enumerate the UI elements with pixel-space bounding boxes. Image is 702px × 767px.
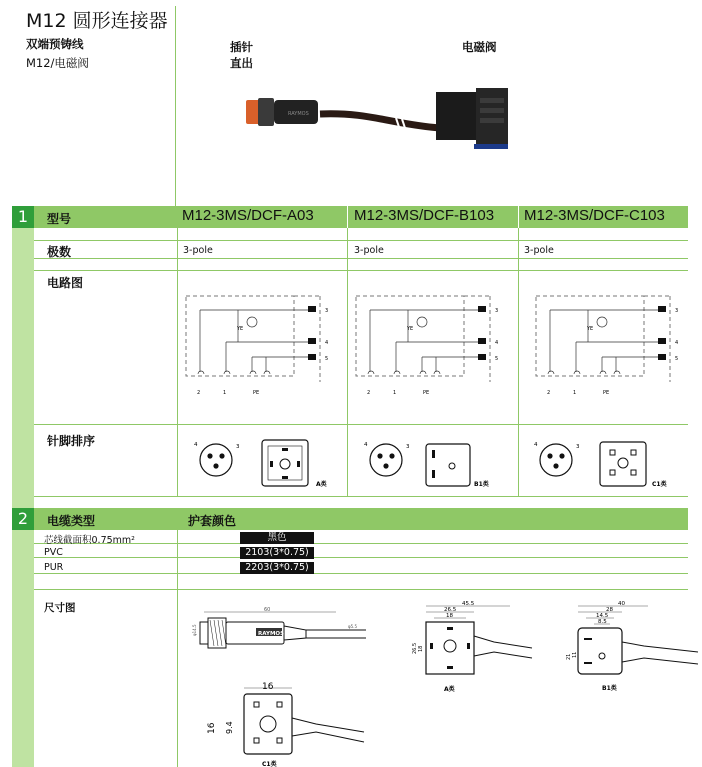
svg-text:26.5: 26.5 bbox=[412, 642, 418, 654]
row-label-pur: PUR bbox=[44, 562, 64, 573]
pur-code: 2203(3*0.75) bbox=[240, 562, 314, 574]
svg-text:PE: PE bbox=[603, 390, 610, 396]
product-photo bbox=[240, 88, 520, 160]
pinout-b bbox=[360, 436, 510, 494]
svg-text:16: 16 bbox=[207, 722, 217, 734]
svg-text:C1类: C1类 bbox=[262, 761, 277, 767]
row-label-pvc: PVC bbox=[44, 547, 63, 558]
section-number-1: 1 bbox=[12, 206, 34, 228]
plug-label-2: 直出 bbox=[230, 56, 253, 70]
circuit-diagram-b bbox=[352, 290, 502, 402]
svg-text:4: 4 bbox=[364, 442, 368, 448]
svg-text:3: 3 bbox=[576, 444, 580, 450]
svg-text:5: 5 bbox=[325, 356, 329, 362]
svg-text:4: 4 bbox=[534, 442, 538, 448]
svg-text:28: 28 bbox=[606, 607, 613, 613]
svg-text:φ5.5: φ5.5 bbox=[348, 624, 357, 629]
svg-text:YE: YE bbox=[587, 326, 594, 332]
svg-text:26.5: 26.5 bbox=[444, 607, 457, 613]
svg-text:PE: PE bbox=[253, 390, 260, 396]
svg-text:YE: YE bbox=[407, 326, 414, 332]
svg-text:3: 3 bbox=[325, 308, 329, 314]
model-c: M12-3MS/DCF-C103 bbox=[524, 207, 665, 224]
poles-a: 3-pole bbox=[183, 245, 213, 256]
section-number-2: 2 bbox=[12, 508, 34, 530]
model-a: M12-3MS/DCF-A03 bbox=[182, 207, 314, 224]
svg-text:φ14.5: φ14.5 bbox=[192, 624, 197, 636]
circuit-diagram-a bbox=[182, 290, 332, 402]
m12-coupling-nut bbox=[246, 100, 260, 124]
label-dimensions: 尺寸图 bbox=[44, 602, 76, 614]
section1-side-strip bbox=[12, 228, 34, 508]
pinout-b-type: B1类 bbox=[474, 481, 489, 488]
a-type-drawing bbox=[404, 600, 534, 696]
label-jacket-color: 护套颜色 bbox=[188, 514, 237, 528]
svg-text:3: 3 bbox=[495, 308, 499, 314]
svg-text:16: 16 bbox=[262, 682, 274, 692]
poles-c: 3-pole bbox=[524, 245, 554, 256]
pvc-code: 2103(3*0.75) bbox=[240, 547, 314, 559]
svg-text:8.5: 8.5 bbox=[598, 619, 607, 625]
svg-text:1: 1 bbox=[223, 390, 227, 396]
plug-label-1: 插针 bbox=[230, 40, 253, 54]
subtitle-m12-valve: M12/电磁阀 bbox=[26, 56, 89, 70]
svg-text:4: 4 bbox=[495, 340, 499, 346]
svg-text:9.4: 9.4 bbox=[225, 721, 234, 734]
svg-text:40: 40 bbox=[618, 601, 625, 607]
label-cable-type: 电缆类型 bbox=[47, 514, 96, 528]
svg-text:2: 2 bbox=[197, 390, 201, 396]
valve-connector bbox=[436, 92, 476, 140]
svg-text:3: 3 bbox=[675, 308, 679, 314]
svg-text:PE: PE bbox=[423, 390, 430, 396]
subtitle-overmolded: 双端预铸线 bbox=[26, 37, 84, 51]
row-label-core: 芯线截面积0.75mm² bbox=[44, 535, 135, 546]
svg-text:1: 1 bbox=[573, 390, 577, 396]
svg-text:3: 3 bbox=[406, 444, 410, 450]
model-b: M12-3MS/DCF-B103 bbox=[354, 207, 495, 224]
svg-text:YE: YE bbox=[237, 326, 244, 332]
svg-text:2: 2 bbox=[547, 390, 551, 396]
svg-text:21: 21 bbox=[566, 653, 572, 660]
section2-side-strip bbox=[12, 530, 34, 767]
svg-text:A类: A类 bbox=[444, 686, 455, 693]
svg-text:4: 4 bbox=[194, 442, 198, 448]
poles-b: 3-pole bbox=[354, 245, 384, 256]
svg-text:RAYMOS: RAYMOS bbox=[288, 111, 309, 117]
pinout-c bbox=[530, 436, 680, 494]
svg-text:11: 11 bbox=[572, 651, 578, 658]
header-divider bbox=[175, 6, 176, 206]
section2-header-bar bbox=[34, 508, 688, 530]
svg-text:45.5: 45.5 bbox=[462, 601, 475, 607]
c1-type-drawing bbox=[196, 680, 366, 767]
label-circuit: 电路图 bbox=[47, 276, 84, 290]
m12-cable-drawing bbox=[186, 604, 372, 668]
svg-text:RAYMOS: RAYMOS bbox=[258, 631, 285, 637]
label-model: 型号 bbox=[47, 212, 72, 226]
svg-text:5: 5 bbox=[675, 356, 679, 362]
svg-text:4: 4 bbox=[675, 340, 679, 346]
svg-text:3: 3 bbox=[236, 444, 240, 450]
pinout-a-type: A类 bbox=[316, 481, 327, 488]
pinout-a bbox=[190, 436, 340, 494]
svg-text:18: 18 bbox=[446, 613, 453, 619]
b1-type-drawing bbox=[560, 600, 700, 696]
page-title: M12 圆形连接器 bbox=[26, 10, 168, 32]
valve-label: 电磁阀 bbox=[462, 40, 497, 54]
label-pinout: 针脚排序 bbox=[47, 434, 96, 448]
svg-text:4: 4 bbox=[325, 340, 329, 346]
svg-text:2: 2 bbox=[367, 390, 371, 396]
label-poles: 极数 bbox=[47, 245, 72, 259]
svg-text:18: 18 bbox=[418, 645, 424, 652]
svg-text:B1类: B1类 bbox=[602, 685, 617, 692]
jacket-color-black: 黑色 bbox=[240, 532, 314, 544]
svg-text:14.5: 14.5 bbox=[596, 613, 609, 619]
svg-text:60: 60 bbox=[264, 607, 271, 613]
circuit-diagram-c bbox=[532, 290, 682, 402]
svg-text:1: 1 bbox=[393, 390, 397, 396]
pinout-c-type: C1类 bbox=[652, 481, 667, 488]
svg-text:5: 5 bbox=[495, 356, 499, 362]
